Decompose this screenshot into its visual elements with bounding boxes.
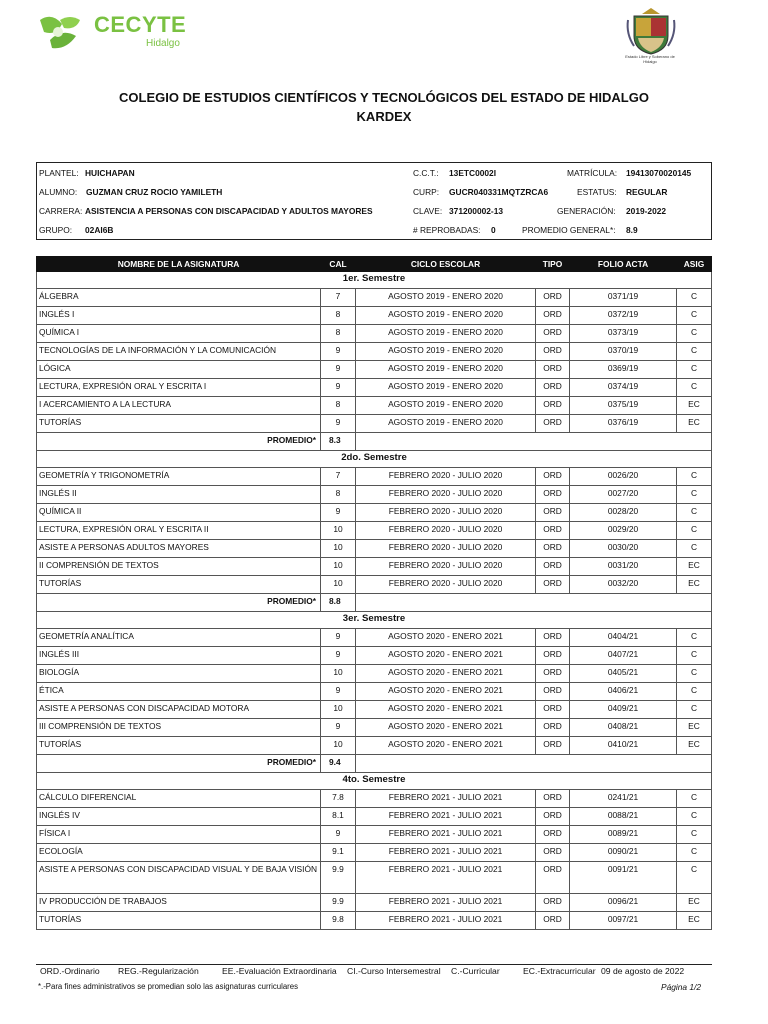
grade-value: 10: [321, 665, 356, 683]
table-row: [37, 844, 712, 862]
grade-type: ORD: [536, 289, 570, 307]
asig-type: C: [677, 468, 712, 486]
asig-type: C: [677, 665, 712, 683]
folio-acta: 0371/19: [570, 289, 677, 307]
school-cycle: AGOSTO 2019 - ENERO 2020: [356, 415, 536, 433]
subject-name: INGLÉS II: [37, 486, 321, 504]
grade-type: ORD: [536, 343, 570, 361]
grade-type: ORD: [536, 486, 570, 504]
school-cycle: FEBRERO 2021 - JULIO 2021: [356, 912, 536, 930]
subject-name: TUTORÍAS: [37, 737, 321, 755]
folio-acta: 0091/21: [570, 862, 677, 894]
document-title: COLEGIO DE ESTUDIOS CIENTÍFICOS Y TECNOLÓGICOS DEL ESTADO DE HIDALGO: [119, 90, 649, 105]
semester-header-row: [37, 773, 712, 790]
asig-type: C: [677, 701, 712, 719]
school-cycle: AGOSTO 2019 - ENERO 2020: [356, 289, 536, 307]
header-tipo: TIPO: [536, 257, 570, 272]
asig-type: EC: [677, 397, 712, 415]
semester-header-row: [37, 451, 712, 468]
document-subtitle: KARDEX: [356, 109, 412, 124]
school-cycle: FEBRERO 2021 - JULIO 2021: [356, 790, 536, 808]
info-row-plantel: [37, 163, 711, 182]
folio-acta: 0373/19: [570, 325, 677, 343]
leaf-logo-icon: [36, 10, 96, 56]
asig-type: C: [677, 504, 712, 522]
subject-name: ECOLOGÍA: [37, 844, 321, 862]
grade-type: ORD: [536, 665, 570, 683]
grade-type: ORD: [536, 522, 570, 540]
school-cycle: FEBRERO 2020 - JULIO 2020: [356, 576, 536, 594]
folio-acta: 0409/21: [570, 701, 677, 719]
average-label: PROMEDIO*: [37, 755, 321, 773]
subject-name: QUÍMICA I: [37, 325, 321, 343]
subject-name: I ACERCAMIENTO A LA LECTURA: [37, 397, 321, 415]
grade-type: ORD: [536, 862, 570, 894]
table-row: [37, 397, 712, 415]
header-ciclo: CICLO ESCOLAR: [356, 257, 536, 272]
folio-acta: 0026/20: [570, 468, 677, 486]
table-row: [37, 307, 712, 325]
folio-acta: 0096/21: [570, 894, 677, 912]
asig-type: C: [677, 844, 712, 862]
subject-name: FÍSICA I: [37, 826, 321, 844]
grade-type: ORD: [536, 808, 570, 826]
info-row-carrera: [37, 201, 711, 220]
table-row: [37, 504, 712, 522]
info-row-grupo: [37, 220, 711, 239]
legend-ec: EC.-Extracurricular: [523, 966, 596, 976]
subject-name: TUTORÍAS: [37, 912, 321, 930]
folio-acta: 0410/21: [570, 737, 677, 755]
semester-average-row: [37, 594, 712, 612]
subject-name: ÉTICA: [37, 683, 321, 701]
table-row: [37, 343, 712, 361]
promedio-general-value: 8.9: [626, 225, 638, 235]
grade-type: ORD: [536, 844, 570, 862]
legend-c: C.-Curricular: [451, 966, 500, 976]
table-row: [37, 912, 712, 930]
grade-value: 9: [321, 826, 356, 844]
school-cycle: AGOSTO 2020 - ENERO 2021: [356, 683, 536, 701]
asig-type: C: [677, 629, 712, 647]
grupo-label: GRUPO:: [39, 225, 73, 235]
grade-value: 9.8: [321, 912, 356, 930]
estatus-value: REGULAR: [626, 187, 668, 197]
grade-type: ORD: [536, 629, 570, 647]
subject-name: II COMPRENSIÓN DE TEXTOS: [37, 558, 321, 576]
folio-acta: 0374/19: [570, 379, 677, 397]
grade-value: 8: [321, 325, 356, 343]
average-label: PROMEDIO*: [37, 433, 321, 451]
subject-name: ASISTE A PERSONAS CON DISCAPACIDAD MOTORA: [37, 701, 321, 719]
semester-title: 1er. Semestre: [37, 272, 712, 289]
grade-type: ORD: [536, 647, 570, 665]
info-row-alumno: [37, 182, 711, 201]
asig-type: EC: [677, 576, 712, 594]
grade-type: ORD: [536, 826, 570, 844]
grade-value: 7: [321, 289, 356, 307]
grades-body: [37, 272, 712, 930]
semester-header-row: [37, 612, 712, 629]
matricula-label: MATRÍCULA:: [567, 168, 618, 178]
semester-header-row: [37, 272, 712, 289]
grade-type: ORD: [536, 468, 570, 486]
grade-value: 10: [321, 737, 356, 755]
asig-type: C: [677, 343, 712, 361]
folio-acta: 0097/21: [570, 912, 677, 930]
average-label: PROMEDIO*: [37, 594, 321, 612]
asig-type: C: [677, 862, 712, 894]
folio-acta: 0376/19: [570, 415, 677, 433]
asig-type: C: [677, 379, 712, 397]
carrera-value: ASISTENCIA A PERSONAS CON DISCAPACIDAD Y ADULTOS MAYORES: [85, 206, 373, 216]
average-value: 9.4: [321, 755, 356, 773]
folio-acta: 0028/20: [570, 504, 677, 522]
semester-average-row: [37, 433, 712, 451]
subject-name: INGLÉS IV: [37, 808, 321, 826]
asig-type: C: [677, 361, 712, 379]
folio-acta: 0407/21: [570, 647, 677, 665]
asig-type: C: [677, 790, 712, 808]
subject-name: LECTURA, EXPRESIÓN ORAL Y ESCRITA II: [37, 522, 321, 540]
grade-value: 10: [321, 701, 356, 719]
folio-acta: 0090/21: [570, 844, 677, 862]
average-filler: [356, 755, 712, 773]
grade-value: 8.1: [321, 808, 356, 826]
semester-title: 3er. Semestre: [37, 612, 712, 629]
folio-acta: 0088/21: [570, 808, 677, 826]
grade-value: 9: [321, 361, 356, 379]
header-folio: FOLIO ACTA: [570, 257, 677, 272]
reprobadas-value: 0: [491, 225, 496, 235]
table-row: [37, 522, 712, 540]
table-row: [37, 647, 712, 665]
school-cycle: AGOSTO 2020 - ENERO 2021: [356, 701, 536, 719]
subject-name: ASISTE A PERSONAS CON DISCAPACIDAD VISUAL Y DE BAJA VISIÓN: [37, 862, 321, 894]
grade-value: 10: [321, 558, 356, 576]
folio-acta: 0030/20: [570, 540, 677, 558]
logo-subtext: Hidalgo: [146, 38, 180, 49]
grade-type: ORD: [536, 558, 570, 576]
folio-acta: 0404/21: [570, 629, 677, 647]
folio-acta: 0027/20: [570, 486, 677, 504]
table-row: [37, 629, 712, 647]
school-cycle: AGOSTO 2019 - ENERO 2020: [356, 325, 536, 343]
table-row: [37, 325, 712, 343]
table-row: [37, 665, 712, 683]
school-cycle: AGOSTO 2019 - ENERO 2020: [356, 397, 536, 415]
asig-type: C: [677, 683, 712, 701]
footer-divider: [36, 964, 712, 965]
folio-acta: 0372/19: [570, 307, 677, 325]
table-row: [37, 737, 712, 755]
asig-type: C: [677, 486, 712, 504]
subject-name: III COMPRENSIÓN DE TEXTOS: [37, 719, 321, 737]
grade-type: ORD: [536, 719, 570, 737]
grade-type: ORD: [536, 379, 570, 397]
grade-type: ORD: [536, 504, 570, 522]
grades-table: [36, 256, 712, 930]
folio-acta: 0408/21: [570, 719, 677, 737]
plantel-label: PLANTEL:: [39, 168, 79, 178]
matricula-value: 19413070020145: [626, 168, 692, 178]
clave-label: CLAVE:: [413, 206, 443, 216]
issue-date: 09 de agosto de 2022: [601, 966, 685, 976]
school-cycle: FEBRERO 2020 - JULIO 2020: [356, 468, 536, 486]
table-row: [37, 540, 712, 558]
clave-value: 371200002-13: [449, 206, 504, 216]
footnote: *.-Para fines administrativos se promedian solo las asignaturas curriculares: [38, 982, 299, 991]
curp-value: GUCR040331MQTZRCA6: [449, 187, 549, 197]
grade-type: ORD: [536, 683, 570, 701]
legend-reg: REG.-Regularización: [118, 966, 199, 976]
folio-acta: 0241/21: [570, 790, 677, 808]
semester-title: 4to. Semestre: [37, 773, 712, 790]
school-cycle: FEBRERO 2020 - JULIO 2020: [356, 522, 536, 540]
asig-type: EC: [677, 558, 712, 576]
table-row: [37, 558, 712, 576]
asig-type: C: [677, 522, 712, 540]
school-cycle: AGOSTO 2019 - ENERO 2020: [356, 343, 536, 361]
subject-name: ÁLGEBRA: [37, 289, 321, 307]
grade-type: ORD: [536, 307, 570, 325]
school-cycle: AGOSTO 2019 - ENERO 2020: [356, 361, 536, 379]
subject-name: TECNOLOGÍAS DE LA INFORMACIÓN Y LA COMUNICACIÓN: [37, 343, 321, 361]
table-row: [37, 719, 712, 737]
grade-value: 9: [321, 647, 356, 665]
school-cycle: FEBRERO 2021 - JULIO 2021: [356, 808, 536, 826]
average-filler: [356, 594, 712, 612]
folio-acta: 0405/21: [570, 665, 677, 683]
grade-value: 7.8: [321, 790, 356, 808]
plantel-value: HUICHAPAN: [85, 168, 135, 178]
table-row: [37, 894, 712, 912]
grade-type: ORD: [536, 912, 570, 930]
asig-type: C: [677, 540, 712, 558]
school-cycle: AGOSTO 2020 - ENERO 2021: [356, 737, 536, 755]
grade-value: 8: [321, 486, 356, 504]
school-cycle: AGOSTO 2020 - ENERO 2021: [356, 665, 536, 683]
average-value: 8.8: [321, 594, 356, 612]
school-cycle: AGOSTO 2019 - ENERO 2020: [356, 307, 536, 325]
school-cycle: FEBRERO 2021 - JULIO 2021: [356, 862, 536, 894]
asig-type: C: [677, 307, 712, 325]
subject-name: GEOMETRÍA Y TRIGONOMETRÍA: [37, 468, 321, 486]
asig-type: EC: [677, 737, 712, 755]
school-cycle: FEBRERO 2020 - JULIO 2020: [356, 558, 536, 576]
asig-type: EC: [677, 894, 712, 912]
reprobadas-label: # REPROBADAS:: [413, 225, 481, 235]
folio-acta: 0031/20: [570, 558, 677, 576]
header-cal: CAL: [321, 257, 356, 272]
school-cycle: AGOSTO 2019 - ENERO 2020: [356, 379, 536, 397]
cct-value: 13ETC0002I: [449, 168, 497, 178]
school-cycle: FEBRERO 2020 - JULIO 2020: [356, 540, 536, 558]
grade-value: 9: [321, 415, 356, 433]
grade-value: 10: [321, 576, 356, 594]
student-info-box: [36, 162, 712, 240]
subject-name: LÓGICA: [37, 361, 321, 379]
grade-value: 8: [321, 397, 356, 415]
asig-type: C: [677, 826, 712, 844]
asig-type: EC: [677, 719, 712, 737]
grade-type: ORD: [536, 325, 570, 343]
generacion-label: GENERACIÓN:: [557, 206, 616, 216]
asig-type: C: [677, 325, 712, 343]
header-asig: ASIG: [677, 257, 712, 272]
subject-name: INGLÉS III: [37, 647, 321, 665]
subject-name: BIOLOGÍA: [37, 665, 321, 683]
grade-value: 9.9: [321, 862, 356, 894]
table-row: [37, 289, 712, 307]
subject-name: QUÍMICA II: [37, 504, 321, 522]
table-row: [37, 790, 712, 808]
asig-type: EC: [677, 912, 712, 930]
school-cycle: AGOSTO 2020 - ENERO 2021: [356, 719, 536, 737]
table-row: [37, 576, 712, 594]
grade-value: 9.1: [321, 844, 356, 862]
grade-type: ORD: [536, 576, 570, 594]
school-cycle: FEBRERO 2021 - JULIO 2021: [356, 826, 536, 844]
grade-value: 9.9: [321, 894, 356, 912]
semester-average-row: [37, 755, 712, 773]
legend-ci: CI.-Curso Intersemestral: [347, 966, 441, 976]
grade-type: ORD: [536, 737, 570, 755]
folio-acta: 0369/19: [570, 361, 677, 379]
grade-value: 10: [321, 540, 356, 558]
school-cycle: FEBRERO 2021 - JULIO 2021: [356, 894, 536, 912]
average-value: 8.3: [321, 433, 356, 451]
table-row: [37, 468, 712, 486]
cecyte-logo: [36, 10, 186, 56]
grade-value: 10: [321, 522, 356, 540]
average-filler: [356, 433, 712, 451]
grade-type: ORD: [536, 361, 570, 379]
carrera-label: CARRERA:: [39, 206, 83, 216]
table-row: [37, 826, 712, 844]
estatus-label: ESTATUS:: [577, 187, 617, 197]
table-row: [37, 486, 712, 504]
grade-value: 9: [321, 719, 356, 737]
asig-type: EC: [677, 415, 712, 433]
asig-type: C: [677, 289, 712, 307]
subject-name: CÁLCULO DIFERENCIAL: [37, 790, 321, 808]
table-row: [37, 862, 712, 894]
alumno-value: GUZMAN CRUZ ROCIO YAMILETH: [86, 187, 223, 197]
folio-acta: 0029/20: [570, 522, 677, 540]
crest-caption: Estado Libre y Soberano de Hidalgo: [625, 54, 675, 64]
grade-value: 8: [321, 307, 356, 325]
table-row: [37, 683, 712, 701]
grade-value: 7: [321, 468, 356, 486]
subject-name: TUTORÍAS: [37, 576, 321, 594]
subject-name: ASISTE A PERSONAS ADULTOS MAYORES: [37, 540, 321, 558]
grade-type: ORD: [536, 415, 570, 433]
coat-of-arms-icon: [624, 6, 678, 56]
grade-value: 9: [321, 683, 356, 701]
legend-ee: EE.-Evaluación Extraordinaria: [222, 966, 337, 976]
subject-name: IV PRODUCCIÓN DE TRABAJOS: [37, 894, 321, 912]
folio-acta: 0370/19: [570, 343, 677, 361]
grade-type: ORD: [536, 894, 570, 912]
folio-acta: 0032/20: [570, 576, 677, 594]
school-cycle: AGOSTO 2020 - ENERO 2021: [356, 629, 536, 647]
school-cycle: FEBRERO 2020 - JULIO 2020: [356, 486, 536, 504]
generacion-value: 2019-2022: [626, 206, 667, 216]
subject-name: GEOMETRÍA ANALÍTICA: [37, 629, 321, 647]
subject-name: INGLÉS I: [37, 307, 321, 325]
table-row: [37, 361, 712, 379]
asig-type: C: [677, 808, 712, 826]
grade-type: ORD: [536, 701, 570, 719]
promedio-general-label: PROMEDIO GENERAL*:: [522, 225, 616, 235]
table-row: [37, 415, 712, 433]
grade-value: 9: [321, 629, 356, 647]
school-cycle: AGOSTO 2020 - ENERO 2021: [356, 647, 536, 665]
page-number: Página 1/2: [661, 982, 702, 992]
table-row: [37, 379, 712, 397]
school-cycle: FEBRERO 2021 - JULIO 2021: [356, 844, 536, 862]
subject-name: TUTORÍAS: [37, 415, 321, 433]
grade-value: 9: [321, 379, 356, 397]
grade-type: ORD: [536, 397, 570, 415]
legend-ord: ORD.-Ordinario: [40, 966, 100, 976]
folio-acta: 0375/19: [570, 397, 677, 415]
school-cycle: FEBRERO 2020 - JULIO 2020: [356, 504, 536, 522]
cct-label: C.C.T.:: [413, 168, 439, 178]
grupo-value: 02AI6B: [85, 225, 114, 235]
header-asignatura: NOMBRE DE LA ASIGNATURA: [37, 257, 321, 272]
curp-label: CURP:: [413, 187, 440, 197]
grade-value: 9: [321, 504, 356, 522]
logo-text: CECYTE: [94, 12, 187, 37]
grade-type: ORD: [536, 790, 570, 808]
grades-header-row: [37, 257, 712, 272]
table-row: [37, 701, 712, 719]
grade-value: 9: [321, 343, 356, 361]
folio-acta: 0089/21: [570, 826, 677, 844]
folio-acta: 0406/21: [570, 683, 677, 701]
grade-type: ORD: [536, 540, 570, 558]
semester-title: 2do. Semestre: [37, 451, 712, 468]
alumno-label: ALUMNO:: [39, 187, 78, 197]
table-row: [37, 808, 712, 826]
asig-type: C: [677, 647, 712, 665]
subject-name: LECTURA, EXPRESIÓN ORAL Y ESCRITA I: [37, 379, 321, 397]
